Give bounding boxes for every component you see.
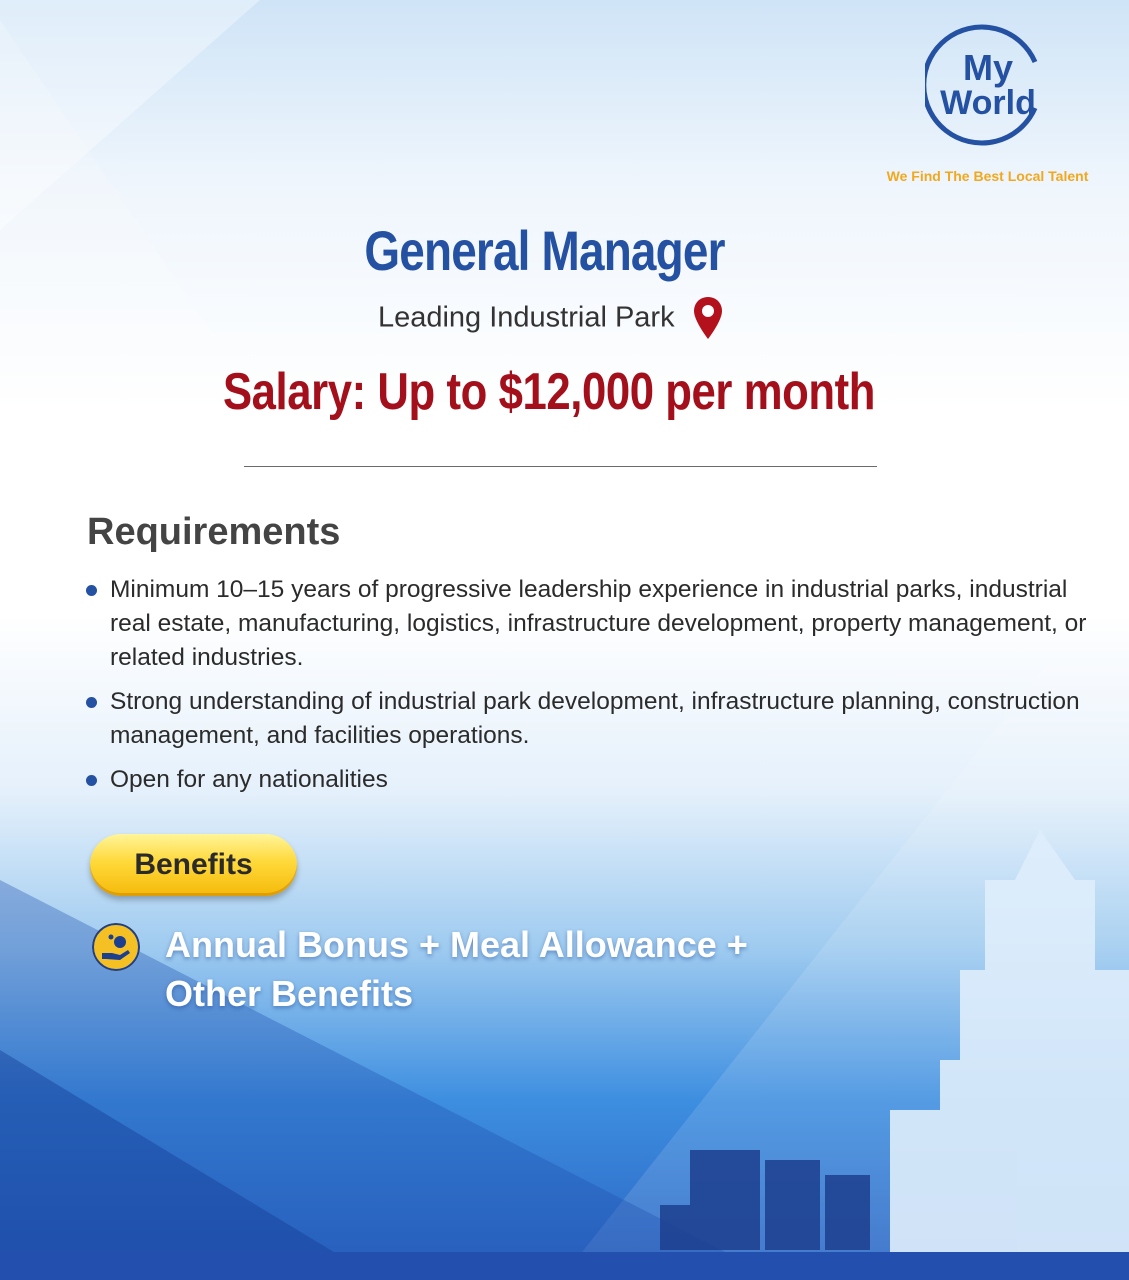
money-hand-icon xyxy=(92,923,140,971)
requirements-list xyxy=(86,573,1096,807)
bullet-icon xyxy=(86,775,97,786)
divider xyxy=(244,466,877,467)
map-pin-icon xyxy=(693,296,723,340)
job-title: General Manager xyxy=(364,219,725,282)
requirements-heading: Requirements xyxy=(87,511,341,553)
salary-text: Salary: Up to $12,000 per month xyxy=(222,363,876,421)
list-item xyxy=(86,685,1096,753)
logo-tagline: We Find The Best Local Talent xyxy=(886,168,1089,184)
location-text: Leading Industrial Park xyxy=(377,301,675,334)
benefits-badge xyxy=(90,834,297,896)
list-item xyxy=(86,763,1096,797)
benefits-label: Benefits xyxy=(134,848,253,881)
location-row xyxy=(0,296,1101,340)
logo-line2: World xyxy=(940,84,1036,122)
myworld-logo xyxy=(925,22,1051,148)
bullet-icon xyxy=(86,585,97,596)
requirement-text: Open for any nationalities xyxy=(110,766,388,793)
requirement-text: Minimum 10–15 years of progressive leadership experience in industrial parks, industrial real estate, manufacturing, logistics, infrastructure development, property management, or related industries. xyxy=(110,576,1087,671)
requirement-text: Strong understanding of industrial park development, infrastructure planning, construction management, and facilities operations. xyxy=(110,688,1080,749)
list-item xyxy=(86,573,1096,675)
benefit-text: Annual Bonus + Meal Allowance + Other Benefits xyxy=(165,924,748,1014)
logo-line1: My xyxy=(962,47,1014,88)
bullet-icon xyxy=(86,697,97,708)
